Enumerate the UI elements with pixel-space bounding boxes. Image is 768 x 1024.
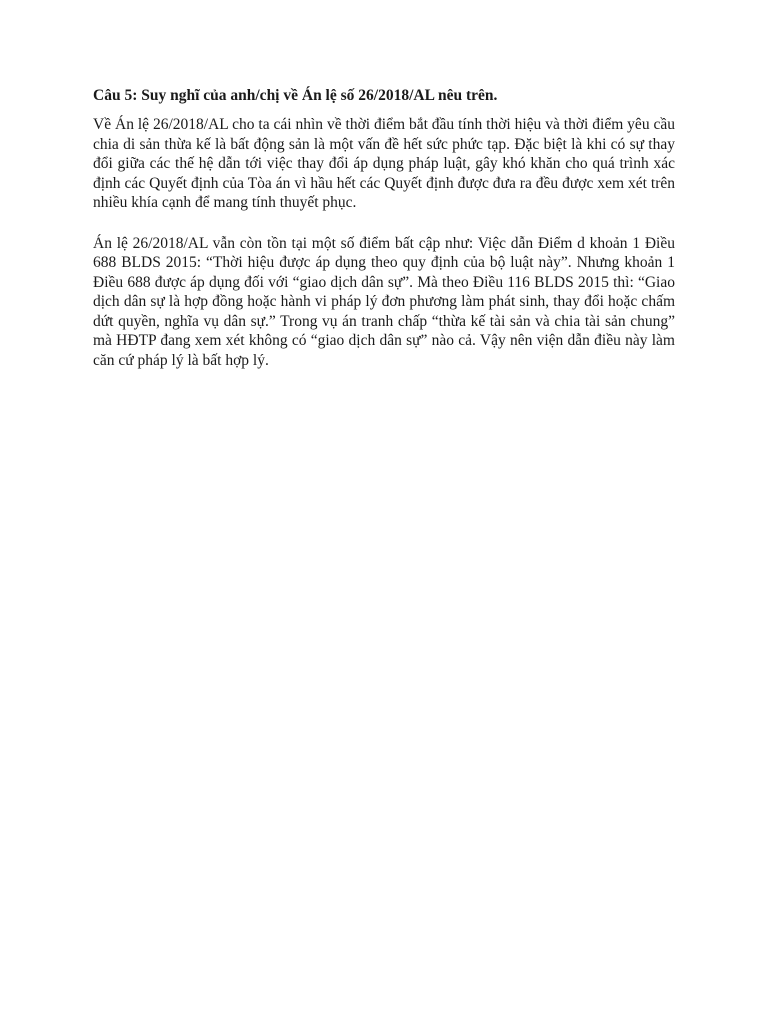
question-heading: Câu 5: Suy nghĩ của anh/chị về Án lệ số 26/2018/AL nêu trên.	[93, 87, 498, 104]
paragraph-1: Về Án lệ 26/2018/AL cho ta cái nhìn về thời điểm bắt đầu tính thời hiệu và thời điểm yêu cầu chia di sản thừa kế là bất động sản là một vấn đề hết sức phức tạp. Đặc biệt là khi có sự thay đổi giữa các thế hệ dẫn tới việc thay đổi áp dụng pháp luật, gây khó khăn cho quá trình xác định các Quyết định của Tòa án vì hầu hết các Quyết định được đưa ra đều được xem xét trên nhiều khía cạnh để mang tính thuyết phục.	[93, 116, 675, 211]
paragraph-2: Án lệ 26/2018/AL vẫn còn tồn tại một số điểm bất cập như: Việc dẫn Điểm d khoản 1 Điều 688 BLDS 2015: “Thời hiệu được áp dụng theo quy định của bộ luật này”. Nhưng khoản 1 Điều 688 được áp dụng đối với “giao dịch dân sự”. Mà theo Điều 116 BLDS 2015 thì: “Giao dịch dân sự là hợp đồng hoặc hành vi pháp lý đơn phương làm phát sinh, thay đổi hoặc chấm dứt quyền, nghĩa vụ dân sự.” Trong vụ án tranh chấp “thừa kế tài sản và chia tài sản chung” mà HĐTP đang xem xét không có “giao dịch dân sự” nào cả. Vậy nên viện dẫn điều này làm căn cứ pháp lý là bất hợp lý.	[93, 234, 675, 369]
document-body	[93, 86, 675, 391]
